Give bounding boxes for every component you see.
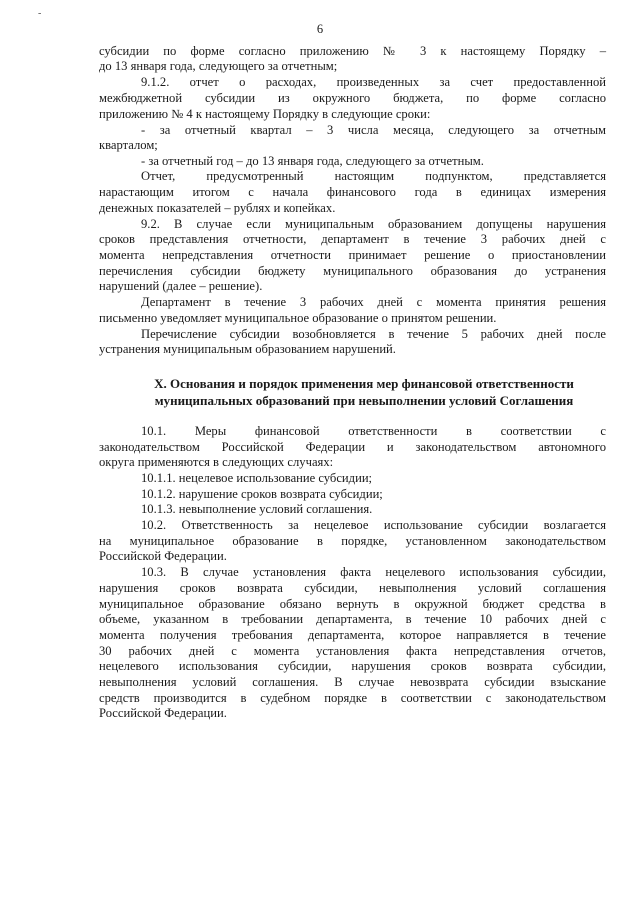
text-line: 10.2. Ответственность за нецелевое использование субсидии возлагается [141, 518, 606, 532]
text-line: 10.3. В случае установления факта нецелевого использования субсидии, [141, 565, 606, 579]
section-heading: X. Основания и порядок применения мер финансовой ответственности [154, 376, 574, 391]
text-line: 10.1. Меры финансовой ответственности в соответствии с [141, 424, 606, 438]
text-line: 30 рабочих дней с момента установления факта непредставления отчетов, [99, 644, 606, 658]
text-line: 10.1.2. нарушение сроков возврата субсидии; [141, 487, 383, 501]
text-line: 9.2. В случае если муниципальным образованием допущены нарушения [141, 217, 606, 231]
text-line: невыполнения условий соглашения. В случае невозврата субсидии взыскание [99, 675, 606, 689]
text-line: Перечисление субсидии возобновляется в течение 5 рабочих дней после [141, 327, 606, 341]
text-line: Отчет, предусмотренный настоящим подпунктом, представляется [141, 169, 606, 183]
text-line: 10.1.1. нецелевое использование субсидии; [141, 471, 373, 485]
text-line: 10.1.3. невыполнение условий соглашения. [141, 502, 373, 516]
text-line: момента получения требования департамента, которое направляется в течение [99, 628, 606, 642]
text-line: нарушения сроков возврата субсидии, невыполнения условий соглашения [99, 581, 606, 595]
text-line: нецелевого использования субсидии, нарушения сроков возврата субсидии, [99, 659, 606, 673]
text-line: на муниципальное образование в порядке, установленном законодательством [99, 534, 606, 548]
text-line: до 13 января года, следующего за отчетным; [99, 59, 338, 73]
text-line: Российской Федерации. [99, 549, 227, 563]
text-line: устранения муниципальным образованием нарушений. [99, 342, 396, 356]
text-line: приложению № 4 к настоящему Порядку в следующие сроки: [99, 107, 431, 121]
text-line: 9.1.2. отчет о расходах, произведенных за счет предоставленной [141, 75, 606, 89]
text-line: округа применяются в следующих случаях: [99, 455, 334, 469]
text-line: сроков представления отчетности, департамент в течение 3 рабочих дней с [99, 232, 606, 246]
text-line: денежных показателей – рублях и копейках. [99, 201, 336, 215]
text-line: нарушений (далее – решение). [99, 279, 263, 293]
text-line: нарастающим итогом с начала финансового года в единицах измерения [99, 185, 606, 199]
corner-mark: - [38, 8, 42, 19]
section-heading: муниципальных образований при невыполнении условий Соглашения [154, 393, 574, 408]
text-line: Российской Федерации. [99, 706, 227, 720]
text-line: Департамент в течение 3 рабочих дней с момента принятия решения [141, 295, 606, 309]
text-line: - за отчетный квартал – 3 числа месяца, следующего за отчетным [141, 123, 606, 137]
text-line: - за отчетный год – до 13 января года, следующего за отчетным. [141, 154, 484, 168]
text-line: межбюджетной субсидии из окружного бюджета, по форме согласно [99, 91, 606, 105]
text-line: перечисления субсидии бюджету муниципального образования до устранения [99, 264, 606, 278]
page-number: 6 [316, 22, 324, 36]
text-line: муниципальное образование обязано вернуть в окружной бюджет средства в [99, 597, 606, 611]
text-line: объеме, указанном в требовании департамента, в течение 10 рабочих дней с [99, 612, 606, 626]
text-line: момента непредставления отчетности принимает решение о приостановлении [99, 248, 606, 262]
text-line: письменно уведомляет муниципальное образование о принятом решении. [99, 311, 497, 325]
text-line: средств производится в судебном порядке в соответствии с законодательством [99, 691, 606, 705]
text-line: законодательством Российской Федерации и законодательством автономного [99, 440, 606, 454]
text-line: кварталом; [99, 138, 158, 152]
text-line: субсидии по форме согласно приложению № 3 к настоящему Порядку – [99, 44, 606, 58]
